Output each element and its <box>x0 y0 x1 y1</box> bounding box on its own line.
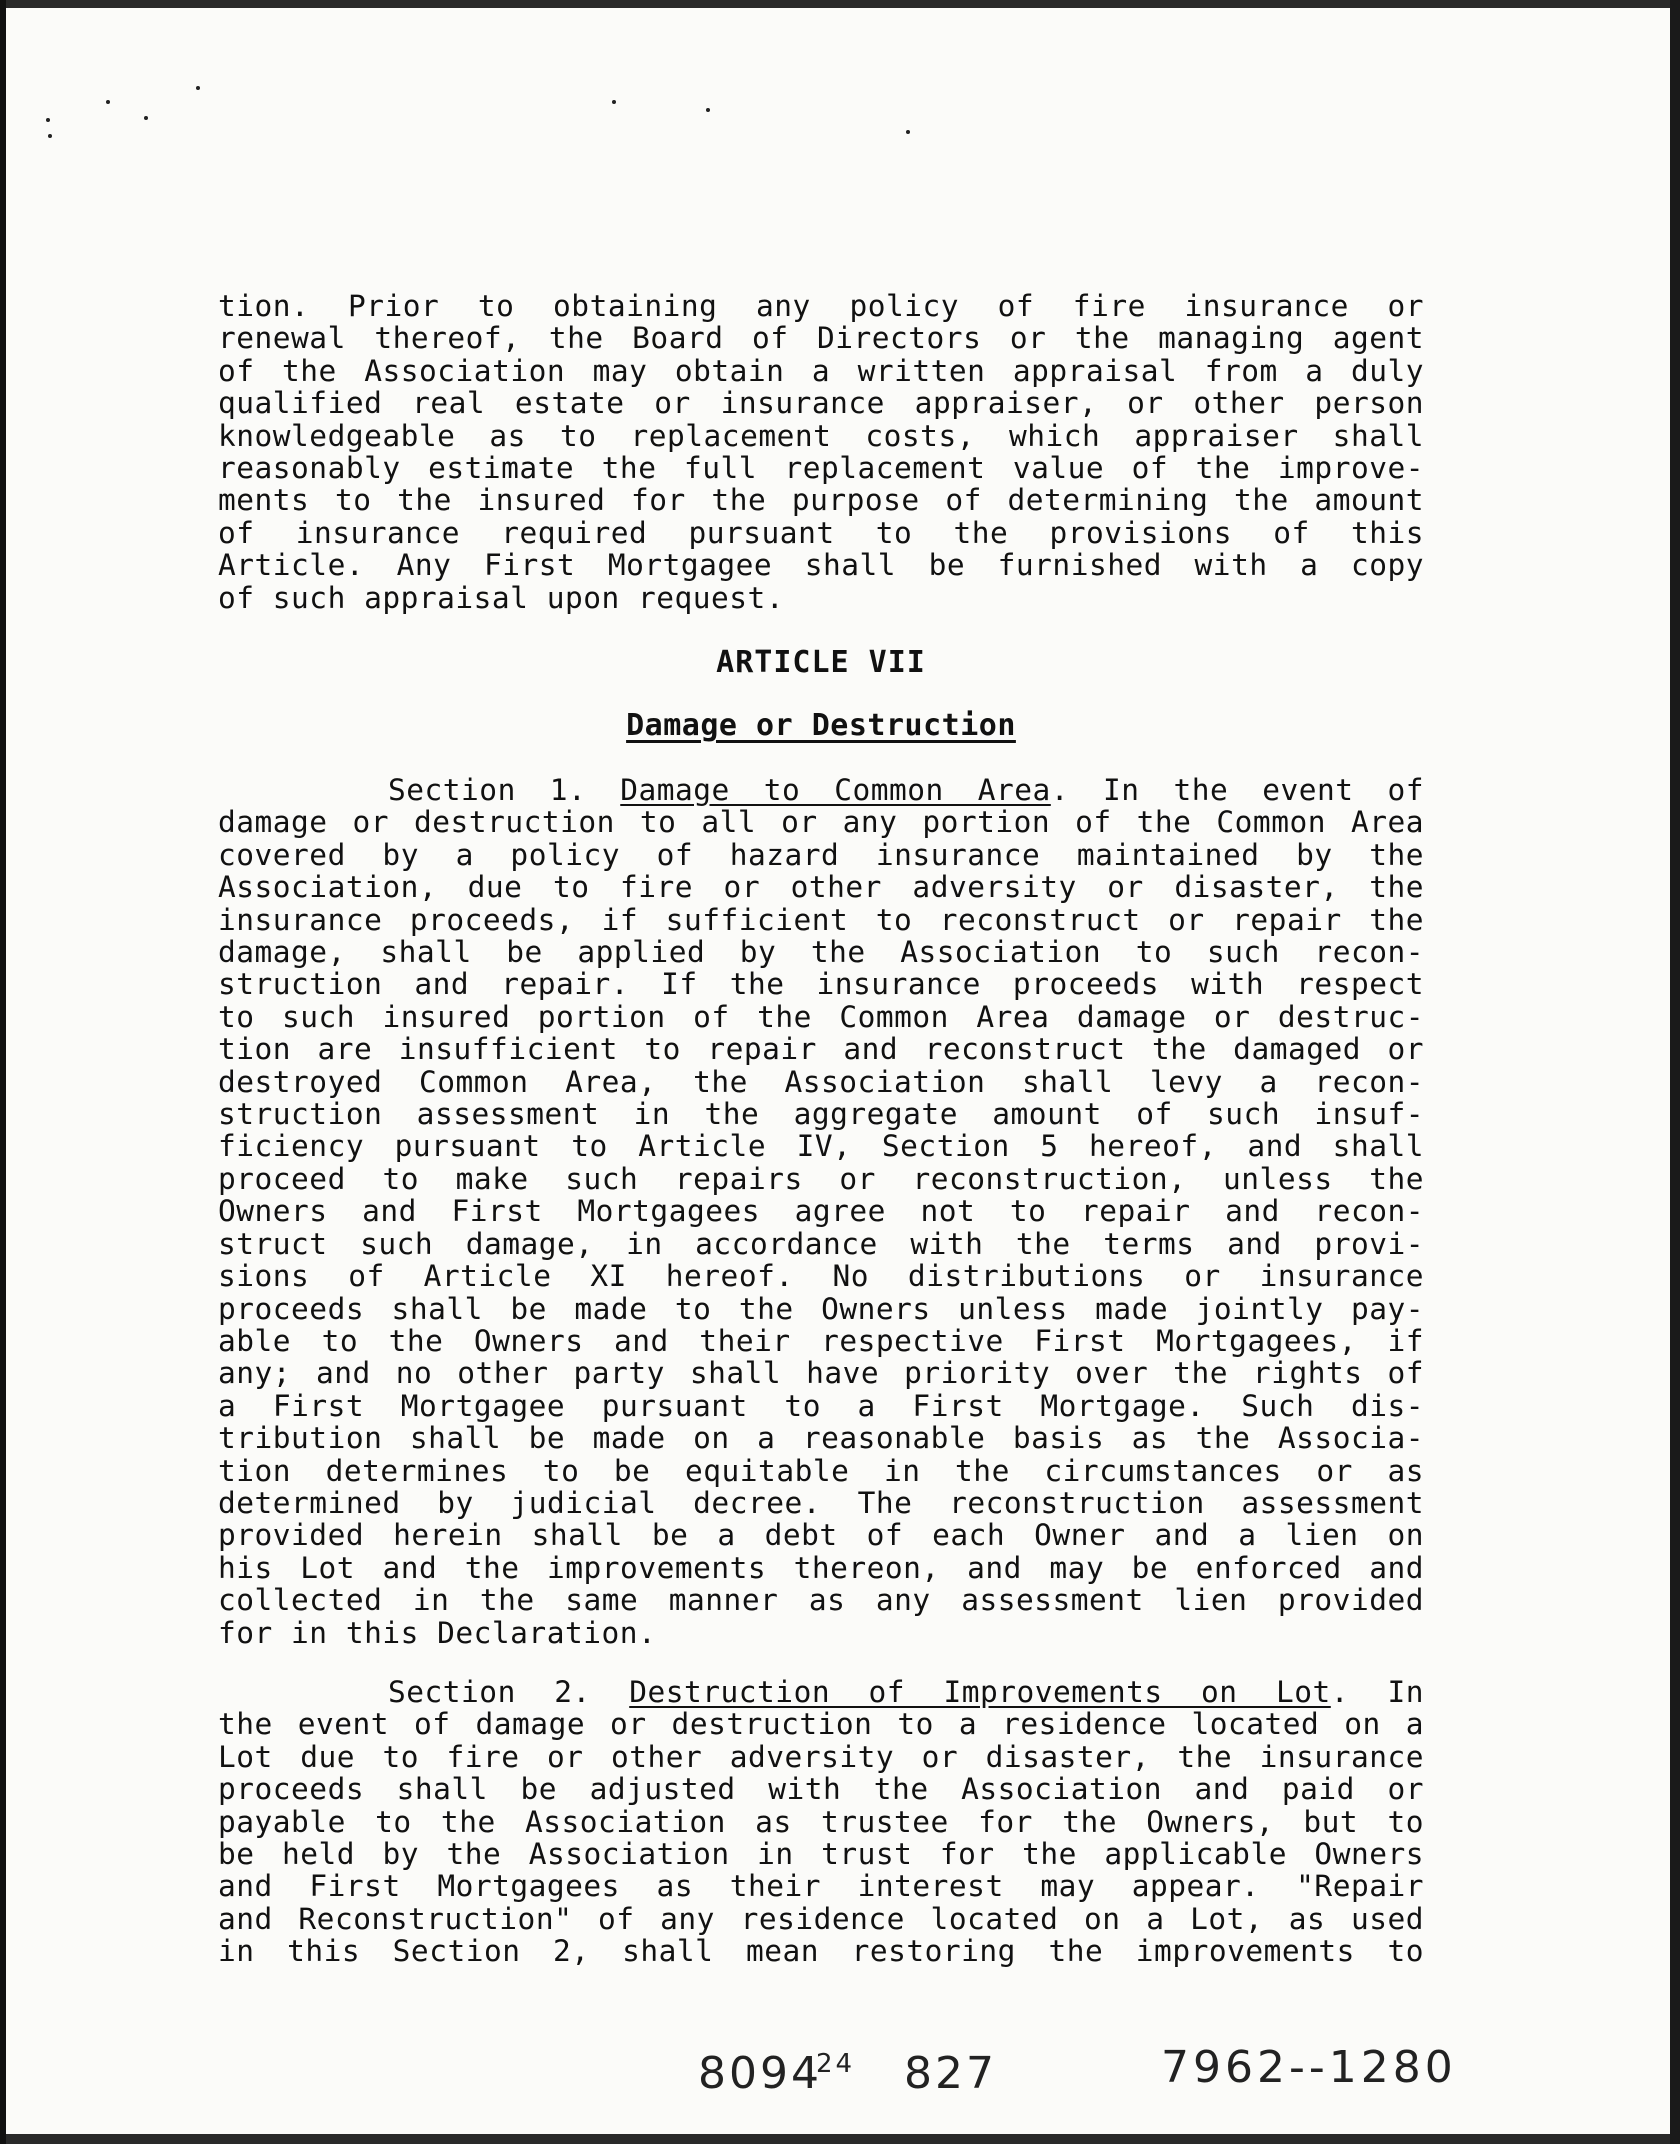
article-title <box>218 708 1424 743</box>
scan-edge-right <box>1670 0 1680 2144</box>
text-line: tribution shall be made on a reasonable basis as the Associa- <box>218 1421 1424 1456</box>
text-line: destroyed Common Area, the Association shall levy a recon- <box>218 1064 1424 1099</box>
text-line: tion determines to be equitable in the circumstances or as <box>218 1453 1424 1488</box>
document-page <box>6 8 1670 2134</box>
text-line: be held by the Association in trust for the applicable Owners <box>218 1837 1424 1872</box>
section-2-label: Section 2. <box>388 1675 591 1709</box>
section-1-first-line-rest: . In the event of <box>1050 773 1424 807</box>
section-1-first-line <box>218 774 1424 806</box>
text-line: struction assessment in the aggregate amount of such insuf- <box>218 1097 1424 1132</box>
text-line: determined by judicial decree. The reconstruction assessment <box>218 1485 1424 1520</box>
text-line: in this Section 2, shall mean restoring the improvements to <box>218 1934 1424 1969</box>
scan-speck <box>106 100 110 104</box>
text-line: able to the Owners and their respective First Mortgagees, if <box>218 1323 1424 1358</box>
text-line: ments to the insured for the purpose of determining the amount <box>218 483 1424 518</box>
scan-speck <box>612 100 616 104</box>
scan-speck <box>46 118 50 122</box>
text-line: insurance proceeds, if sufficient to reconstruct or repair the <box>218 902 1424 937</box>
text-line: any; and no other party shall have priority over the rights of <box>218 1356 1424 1391</box>
text-line: sions of Article XI hereof. No distributions or insurance <box>218 1259 1424 1294</box>
text-line: Owners and First Mortgagees agree not to repair and recon- <box>218 1194 1424 1229</box>
section-2-first-line-rest: . In <box>1330 1675 1424 1709</box>
text-line: damage, shall be applied by the Association to such recon- <box>218 935 1424 970</box>
text-line: proceed to make such repairs or reconstruction, unless the <box>218 1161 1424 1196</box>
text-line: struct such damage, in accordance with the terms and provi- <box>218 1226 1424 1261</box>
text-line: and Reconstruction" of any residence located on a Lot, as used <box>218 1901 1424 1936</box>
text-line: proceeds shall be made to the Owners unless made jointly pay- <box>218 1291 1424 1326</box>
text-line: to such insured portion of the Common Area damage or destruc- <box>218 999 1424 1034</box>
text-line: for in this Declaration. <box>218 1615 657 1650</box>
scan-speck <box>144 116 148 120</box>
text-line: of insurance required pursuant to the provisions of this <box>218 515 1424 550</box>
doc-number-main: 8094 <box>698 2048 822 2099</box>
article-number: ARTICLE VII <box>716 645 926 680</box>
text-line: of such appraisal upon request. <box>218 580 785 615</box>
text-line: covered by a policy of hazard insurance maintained by the <box>218 837 1424 872</box>
text-line: provided herein shall be a debt of each Owner and a lien on <box>218 1518 1424 1553</box>
section-1 <box>218 774 1424 1649</box>
text-line: a First Mortgagee pursuant to a First Mortgage. Such dis- <box>218 1388 1424 1423</box>
scan-speck <box>48 134 52 138</box>
section-1-body <box>218 806 1424 1649</box>
text-line: struction and repair. If the insurance proceeds with respect <box>218 967 1424 1002</box>
text-line: Lot due to fire or other adversity or disaster, the insurance <box>218 1739 1424 1774</box>
text-line: proceeds shall be adjusted with the Association and paid or <box>218 1772 1424 1807</box>
text-line: Association, due to fire or other adversity or disaster, the <box>218 870 1424 905</box>
section-1-label: Section 1. <box>388 773 587 807</box>
text-line: knowledgeable as to replacement costs, which appraiser shall <box>218 418 1424 453</box>
text-line: renewal thereof, the Board of Directors or the managing agent <box>218 321 1424 356</box>
section-2-heading: Destruction of Improvements on Lot <box>629 1675 1331 1709</box>
text-line: qualified real estate or insurance appraiser, or other person <box>218 386 1424 421</box>
record-number: 7962--1280 <box>1161 2042 1457 2093</box>
text-line: ficiency pursuant to Article IV, Section 5 hereof, and shall <box>218 1129 1424 1164</box>
recording-footer <box>6 2038 1670 2108</box>
text-line: the event of damage or destruction to a residence located on a <box>218 1707 1424 1742</box>
text-line: collected in the same manner as any assessment lien provided <box>218 1583 1424 1618</box>
section-2 <box>218 1676 1424 1968</box>
section-1-heading: Damage to Common Area <box>620 773 1051 807</box>
text-line: payable to the Association as trustee for the Owners, but to <box>218 1804 1424 1839</box>
intro-paragraph <box>218 290 1424 614</box>
scan-speck <box>196 86 200 90</box>
text-line: and First Mortgagees as their interest may appear. "Repair <box>218 1869 1424 1904</box>
text-line: tion are insufficient to repair and reconstruct the damaged or <box>218 1032 1424 1067</box>
text-line: his Lot and the improvements thereon, and may be enforced and <box>218 1550 1424 1585</box>
text-line: reasonably estimate the full replacement value of the improve- <box>218 451 1424 486</box>
scan-speck <box>706 108 710 112</box>
doc-number-superscript: 24 <box>815 2049 856 2080</box>
text-line: damage or destruction to all or any portion of the Common Area <box>218 805 1424 840</box>
page-number: 827 <box>904 2048 997 2099</box>
section-2-body <box>218 1708 1424 1967</box>
text-line: of the Association may obtain a written appraisal from a duly <box>218 353 1424 388</box>
section-2-first-line <box>218 1676 1424 1708</box>
doc-number <box>698 2048 855 2099</box>
text-line: tion. Prior to obtaining any policy of fire insurance or <box>218 289 1424 323</box>
text-line: Article. Any First Mortgagee shall be furnished with a copy <box>218 548 1424 583</box>
scan-speck <box>906 130 910 134</box>
article-title-text: Damage or Destruction <box>626 708 1016 743</box>
